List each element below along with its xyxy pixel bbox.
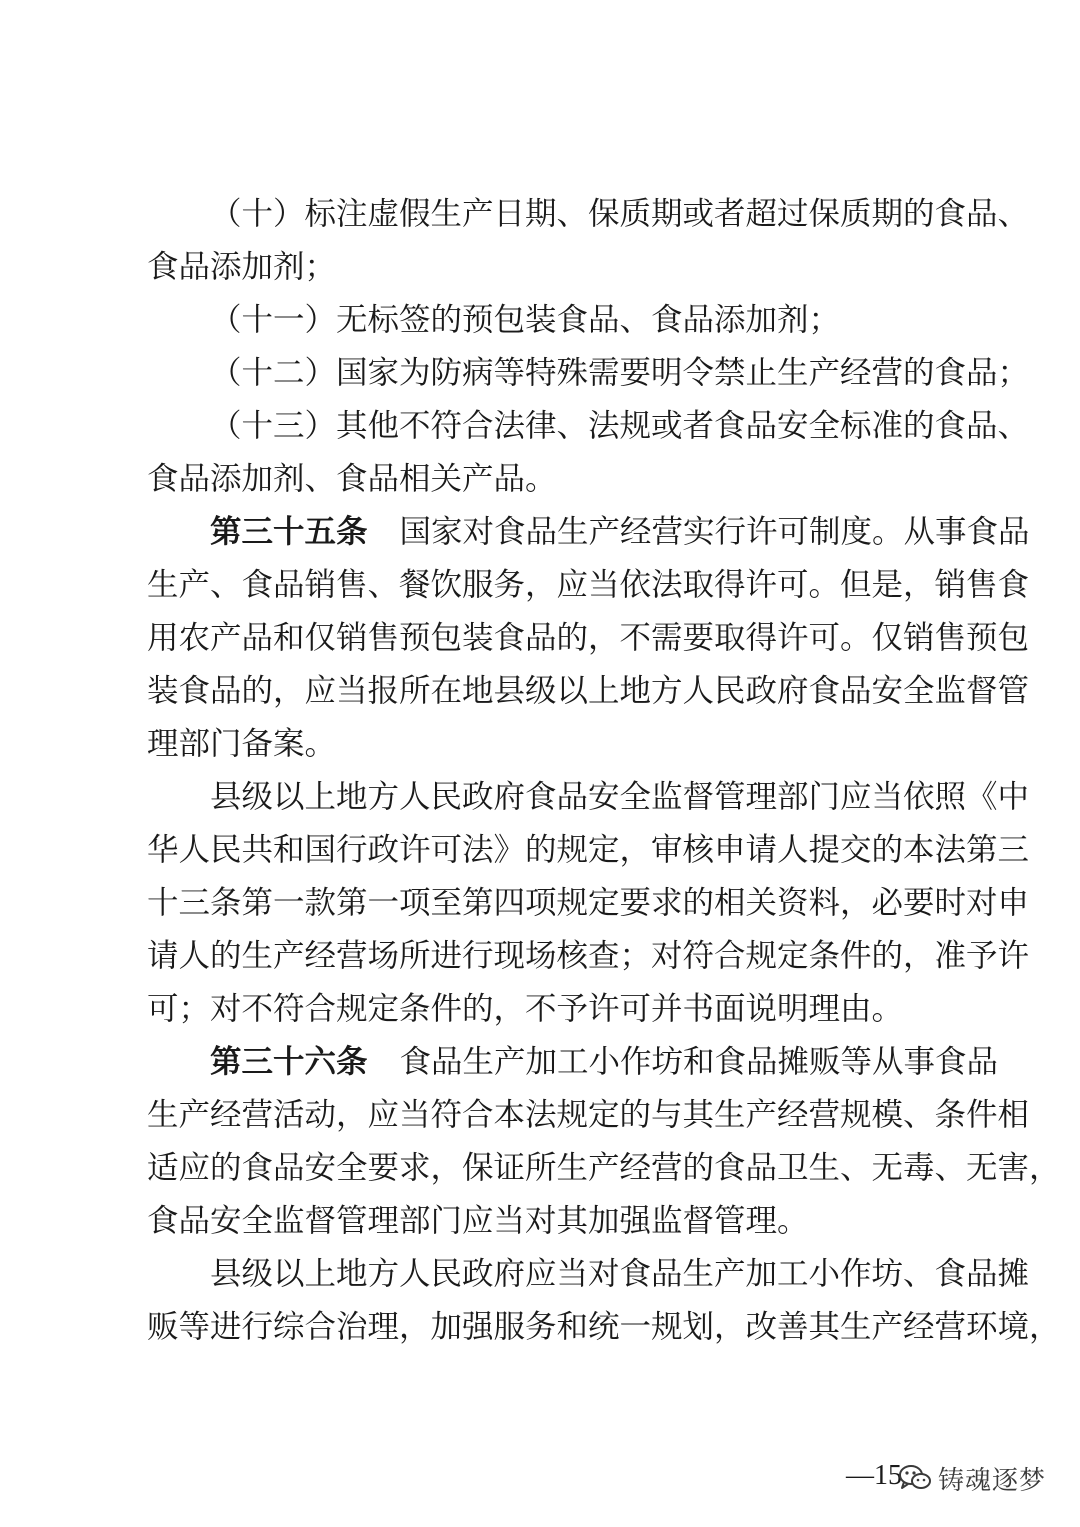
text-line: 用农产品和仅销售预包装食品的，不需要取得许可。仅销售预包 xyxy=(147,620,1030,656)
text-line: 生产、食品销售、餐饮服务，应当依法取得许可。但是，销售食 xyxy=(147,567,1030,603)
page-number: —15 xyxy=(846,1460,902,1491)
text-line: 适应的食品安全要求，保证所生产经营的食品卫生、无毒、无害， xyxy=(147,1150,1061,1186)
text-line: （十）标注虚假生产日期、保质期或者超过保质期的食品、 xyxy=(210,196,1030,232)
text-line: 可；对不符合规定条件的，不予许可并书面说明理由。 xyxy=(147,991,904,1027)
watermark-text: 铸魂逐梦 xyxy=(938,1465,1047,1496)
text-line: 十三条第一款第一项至第四项规定要求的相关资料，必要时对申 xyxy=(147,885,1030,921)
text-line: 装食品的，应当报所在地县级以上地方人民政府食品安全监督管 xyxy=(147,673,1030,709)
text-line: 华人民共和国行政许可法》的规定，审核申请人提交的本法第三 xyxy=(147,832,1030,868)
watermark xyxy=(898,1458,1046,1498)
document-body xyxy=(147,188,1061,1354)
wechat-icon xyxy=(898,1463,932,1493)
article-36-first-line xyxy=(147,1036,999,1089)
article-35-title: 第三十五条 xyxy=(210,514,368,550)
text-line: 生产经营活动，应当符合本法规定的与其生产经营规模、条件相 xyxy=(147,1097,1030,1133)
text-line: 理部门备案。 xyxy=(147,726,337,762)
text-line: （十二）国家为防病等特殊需要明令禁止生产经营的食品； xyxy=(210,355,1030,391)
text-line: 县级以上地方人民政府食品安全监督管理部门应当依照《中 xyxy=(210,779,1030,815)
text-line: 贩等进行综合治理，加强服务和统一规划，改善其生产经营环境， xyxy=(147,1309,1061,1345)
text-line: 食品添加剂、食品相关产品。 xyxy=(147,461,557,497)
article-36-title: 第三十六条 xyxy=(210,1044,368,1080)
text-line: 请人的生产经营场所进行现场核查；对符合规定条件的，准予许 xyxy=(147,938,1030,974)
text-line: （十三）其他不符合法律、法规或者食品安全标准的食品、 xyxy=(210,408,1030,444)
text-line: 国家对食品生产经营实行许可制度。从事食品 xyxy=(399,514,1030,550)
text-line: 食品安全监督管理部门应当对其加强监督管理。 xyxy=(147,1203,809,1239)
text-line: 县级以上地方人民政府应当对食品生产加工小作坊、食品摊 xyxy=(210,1256,1030,1292)
article-35-first-line xyxy=(147,506,1030,559)
text-line: （十一）无标签的预包装食品、食品添加剂； xyxy=(210,302,841,338)
text-line: 食品生产加工小作坊和食品摊贩等从事食品 xyxy=(399,1044,999,1080)
text-line: 食品添加剂； xyxy=(147,249,337,285)
